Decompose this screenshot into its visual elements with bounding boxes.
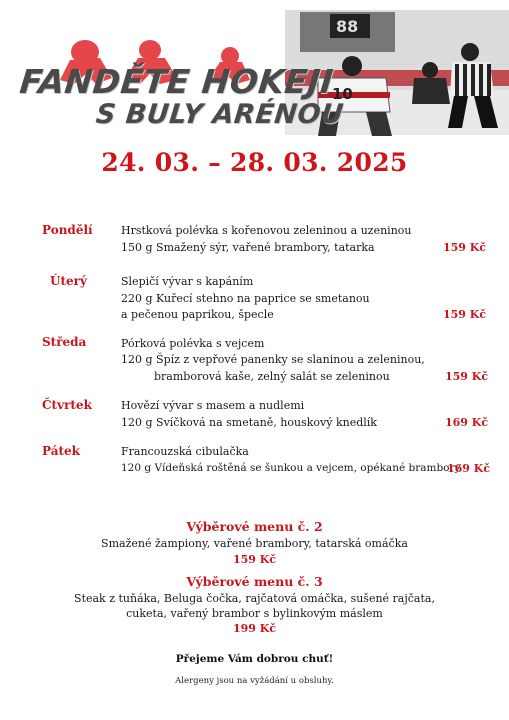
monday-soup: Hrstková polévka s kořenovou zeleninou a uzeninou: [121, 224, 412, 237]
friday-soup: Francouzská cibulačka: [121, 445, 249, 458]
header-banner: [0, 0, 509, 150]
allergen-note: Alergeny jsou na vyžádání u obsluhy.: [175, 676, 334, 686]
day-tuesday: Úterý: [50, 274, 87, 288]
svg-text:88: 88: [336, 17, 359, 36]
tuesday-main-line1: 220 g Kuřecí stehno na paprice se smetanou: [121, 292, 370, 305]
date-range-title: 24. 03. – 28. 03. 2025: [101, 148, 408, 177]
svg-text:10: 10: [332, 85, 353, 103]
wednesday-main-line1: 120 g Špíz z vepřové panenky se slaninou a zeleninou,: [121, 353, 425, 366]
friday-main: 120 g Vídeňská roštěná se šunkou a vejcem, opékané brambory: [121, 462, 461, 474]
thursday-main: 120 g Svíčková na smetaně, houskový knedlík: [121, 416, 377, 429]
wednesday-price: 159 Kč: [445, 370, 489, 383]
banner-title-line1: FANDĚTE HOKEJI: [17, 62, 336, 101]
day-monday: Pondělí: [42, 223, 93, 237]
selection-menu-2-line1: Smažené žampiony, vařené brambory, tatarská omáčka: [101, 537, 408, 550]
tuesday-price: 159 Kč: [443, 308, 487, 321]
banner-title-line2: S BULY ARÉNOU: [94, 99, 346, 130]
day-friday: Pátek: [42, 444, 80, 458]
wednesday-soup: Pórková polévka s vejcem: [121, 337, 265, 350]
day-thursday: Čtvrtek: [42, 398, 92, 412]
monday-main: 150 g Smažený sýr, vařené brambory, tatarka: [121, 241, 375, 254]
selection-menu-3-line1: Steak z tuňáka, Beluga čočka, rajčatová omáčka, sušené rajčata,: [74, 592, 435, 605]
selection-menu-2-price: 159 Kč: [232, 553, 277, 566]
selection-menu-3-price: 199 Kč: [232, 622, 277, 635]
monday-price: 159 Kč: [443, 241, 487, 254]
tuesday-main-line2: a pečenou paprikou, špecle: [121, 308, 274, 321]
selection-menu-2-title: Výběrové menu č. 2: [186, 519, 323, 534]
friday-price: 169 Kč: [447, 462, 491, 475]
thursday-soup: Hovězí vývar s masem a nudlemi: [121, 399, 305, 412]
wednesday-main-line2: bramborová kaše, zelný salát se zeleninou: [154, 370, 390, 383]
good-appetite-wish: Přejeme Vám dobrou chuť!: [175, 653, 334, 665]
selection-menu-3-title: Výběrové menu č. 3: [186, 574, 323, 589]
day-wednesday: Středa: [42, 335, 87, 349]
thursday-price: 169 Kč: [445, 416, 489, 429]
tuesday-soup: Slepičí vývar s kapáním: [121, 275, 254, 288]
selection-menu-3-line2: cuketa, vařený brambor s bylinkovým máslem: [126, 607, 383, 620]
